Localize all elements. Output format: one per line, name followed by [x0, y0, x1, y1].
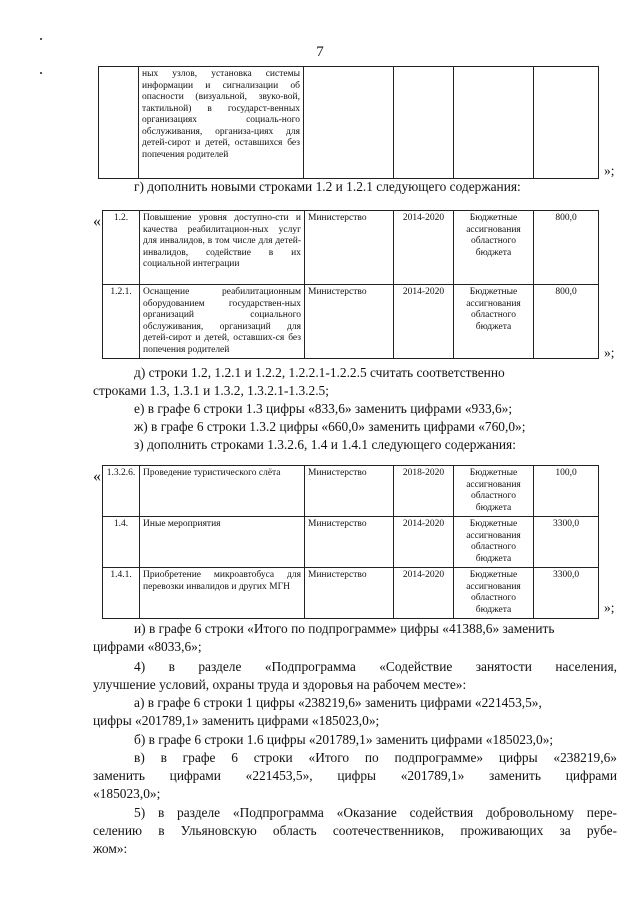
paragraph-zh: ж) в графе 6 строки 1.3.2 цифры «660,0» заменить цифрами «760,0»;	[134, 419, 526, 434]
cell-num: 1.2.1.	[103, 285, 140, 359]
table-row	[103, 211, 599, 285]
cell-src: Бюджетные ассигнования областного бюджета	[454, 211, 534, 285]
paragraph-g: г) дополнить новыми строками 1.2 и 1.2.1 следующего содержания:	[134, 179, 521, 194]
cell-exec: Министерство	[305, 285, 394, 359]
paragraph-4-line2: улучшение условий, охраны труда и здоровья на рабочем месте»:	[93, 677, 467, 692]
cell-src: Бюджетные ассигнования областного бюджета	[454, 466, 534, 517]
paragraph-4-line1: 4) в разделе «Подпрограмма «Содействие занятости населения,	[134, 659, 617, 674]
cell-name: Приобретение микроавтобуса для перевозки инвалидов и других МГН	[140, 568, 305, 619]
table-row	[103, 285, 599, 359]
paragraph-5-line1: 5) в разделе «Подпрограмма «Оказание содействия добровольному пере-	[134, 805, 617, 820]
scan-speck	[40, 38, 42, 40]
cell-name: Иные мероприятия	[140, 517, 305, 568]
cell-src: Бюджетные ассигнования областного бюджета	[454, 568, 534, 619]
paragraph-v-line1: в) в графе 6 строки «Итого по подпрограмме» цифры «238219,6»	[134, 750, 617, 765]
cell-sum: 800,0	[534, 285, 599, 359]
cell-name: Оснащение реабилитационным оборудованием государствен-ных организаций социального обслуживания, организаций для детей-сирот и детей, оставших-ся без попечения родителей	[140, 285, 305, 359]
table-row	[99, 67, 599, 179]
paragraph-i-line2: цифрами «8033,6»;	[93, 639, 202, 654]
cell-src	[454, 67, 534, 179]
table-row	[103, 517, 599, 568]
cell-sum: 3300,0	[534, 568, 599, 619]
cell-src: Бюджетные ассигнования областного бюджета	[454, 285, 534, 359]
cell-sum: 800,0	[534, 211, 599, 285]
cell-name: Проведение туристического слёта	[140, 466, 305, 517]
cell-years	[394, 67, 454, 179]
cell-name: Повышение уровня доступно-сти и качества реабилитацион-ных услуг для инвалидов, в том числе для детей-инвалидов, содействие в их социальной интеграции	[140, 211, 305, 285]
cell-exec	[304, 67, 394, 179]
scan-speck	[40, 72, 42, 74]
paragraph-b: б) в графе 6 строки 1.6 цифры «201789,1» заменить цифрами «185023,0»;	[134, 732, 554, 747]
paragraph-v-line3: «185023,0»;	[93, 786, 161, 801]
page-number: 7	[316, 44, 324, 60]
cell-src: Бюджетные ассигнования областного бюджета	[454, 517, 534, 568]
closing-quote: »;	[604, 345, 615, 360]
cell-name: ных узлов, установка системы информации и сигнализации об опасности (визуальной, звуко-вой, тактильной) в государст-венных организациях социаль-ного обслуживания, организа-циях для детей-сирот и детей, оставшихся без попечения родителей	[139, 67, 304, 179]
cell-years: 2014-2020	[394, 285, 454, 359]
table-row	[103, 466, 599, 517]
table-continuation	[98, 66, 599, 179]
cell-num	[99, 67, 139, 179]
paragraph-v-line2: заменить цифрами «221453,5», цифры «201789,1» заменить цифрами	[93, 768, 617, 783]
paragraph-z: з) дополнить строками 1.3.2.6, 1.4 и 1.4.1 следующего содержания:	[134, 437, 516, 452]
cell-num: 1.3.2.6.	[103, 466, 140, 517]
closing-quote: »;	[604, 163, 615, 178]
opening-quote: «	[93, 213, 101, 230]
table-rows-1-2	[102, 210, 599, 359]
cell-sum: 100,0	[534, 466, 599, 517]
cell-num: 1.4.1.	[103, 568, 140, 619]
cell-years: 2014-2020	[394, 211, 454, 285]
table-rows-1-3-2-6	[102, 465, 599, 619]
paragraph-d-line1: д) строки 1.2, 1.2.1 и 1.2.2, 1.2.2.1-1.2.2.5 считать соответственно	[134, 365, 505, 380]
paragraph-d-line2: строками 1.3, 1.3.1 и 1.3.2, 1.3.2.1-1.3.2.5;	[93, 383, 329, 398]
table-row	[103, 568, 599, 619]
opening-quote: «	[93, 468, 101, 485]
cell-num: 1.2.	[103, 211, 140, 285]
cell-exec: Министерство	[305, 517, 394, 568]
paragraph-a-line1: а) в графе 6 строки 1 цифры «238219,6» заменить цифрами «221453,5»,	[134, 695, 542, 710]
cell-exec: Министерство	[305, 211, 394, 285]
paragraph-e: е) в графе 6 строки 1.3 цифры «833,6» заменить цифрами «933,6»;	[134, 401, 513, 416]
cell-years: 2018-2020	[394, 466, 454, 517]
cell-years: 2014-2020	[394, 568, 454, 619]
closing-quote: »;	[604, 600, 615, 615]
cell-sum	[534, 67, 599, 179]
cell-num: 1.4.	[103, 517, 140, 568]
paragraph-i-line1: и) в графе 6 строки «Итого по подпрограмме» цифры «41388,6» заменить	[134, 621, 555, 636]
cell-years: 2014-2020	[394, 517, 454, 568]
paragraph-a-line2: цифры «201789,1» заменить цифрами «185023,0»;	[93, 713, 380, 728]
paragraph-5-line3: жом»:	[93, 841, 128, 856]
cell-exec: Министерство	[305, 466, 394, 517]
paragraph-5-line2: селению в Ульяновскую область соотечественников, проживающих за рубе-	[93, 823, 617, 838]
cell-sum: 3300,0	[534, 517, 599, 568]
cell-exec: Министерство	[305, 568, 394, 619]
